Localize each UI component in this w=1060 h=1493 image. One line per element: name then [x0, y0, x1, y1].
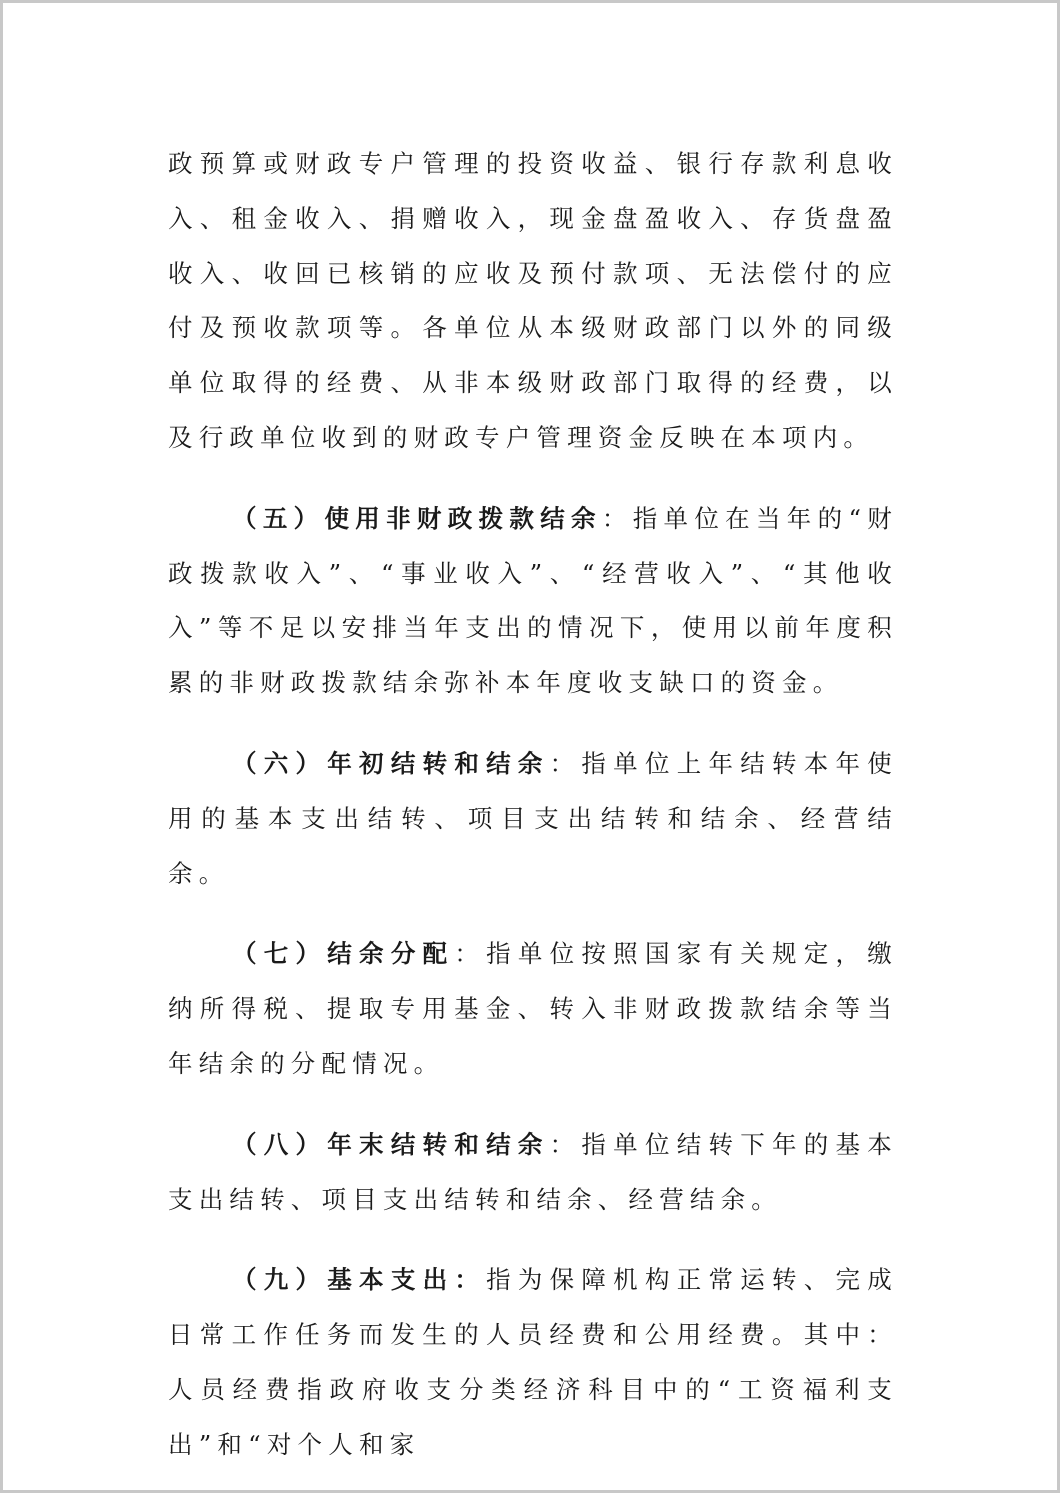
section-heading: （五）使用非财政拨款结余	[232, 503, 602, 533]
paragraph-9	[168, 1253, 898, 1472]
paragraph-text: 指为保障机构正常运转、完成日常工作任务而发生的人员经费和公用经费。其中：人员经费指政府收支分类经济科目中的“工资福利支出”和“对个人和家	[168, 1265, 898, 1459]
paragraph-text: ：指单位在当年的“财政拨款收入”、“事业收入”、“经营收入”、“其他收入”等不足以安排当年支出的情况下，使用以前年度积累的非财政拨款结余弥补本年度收支缺口的资金。	[168, 503, 898, 698]
document-body	[168, 137, 898, 1473]
paragraph-continued	[168, 137, 898, 466]
paragraph-6	[168, 737, 898, 901]
paragraph-text: ：指单位上年结转本年使用的基本支出结转、项目支出结转和结余、经营结余。	[168, 748, 899, 888]
paragraph-7	[168, 927, 898, 1091]
section-heading: （九）基本支出：	[232, 1265, 487, 1295]
paragraph-text: 政预算或财政专户管理的投资收益、银行存款利息收入、租金收入、捐赠收入，现金盘盈收入、存货盘盈收入、收回已核销的应收及预付款项、无法偿付的应付及预收款项等。各单位从本级财政部门以外的同级单位取得的经费、从非本级财政部门取得的经费，以及行政单位收到的财政专户管理资金反映在本项内。	[168, 149, 898, 452]
paragraph-text: ：指单位结转下年的基本支出结转、项目支出结转和结余、经营结余。	[168, 1129, 899, 1214]
section-heading: （六）年初结转和结余	[232, 748, 550, 778]
paragraph-text: ：指单位按照国家有关规定，缴纳所得税、提取专用基金、转入非财政拨款结余等当年结余的分配情况。	[168, 939, 898, 1078]
section-heading: （八）年末结转和结余	[232, 1129, 550, 1159]
paragraph-8	[168, 1118, 898, 1228]
paragraph-5	[168, 492, 898, 711]
section-heading: （七）结余分配	[232, 939, 455, 969]
